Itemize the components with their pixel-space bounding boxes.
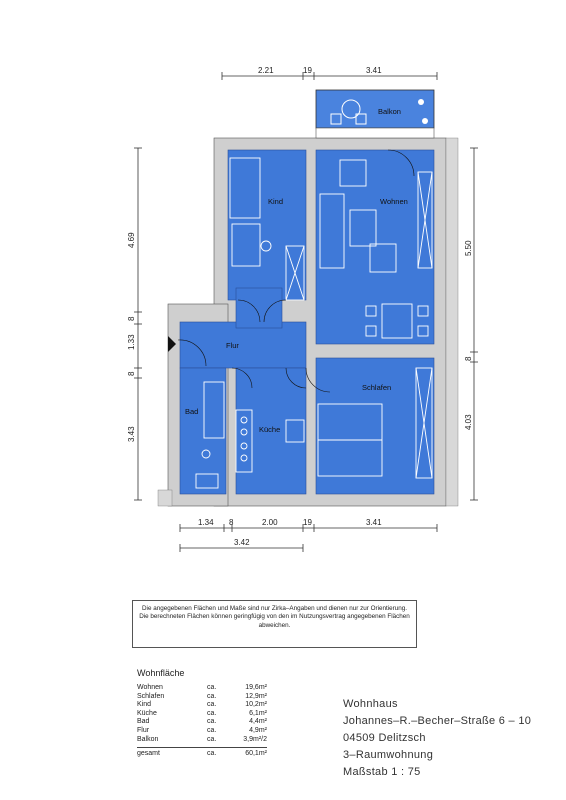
area-name: Bad <box>137 718 150 726</box>
address-line-scale: Maßstab 1 : 75 <box>343 766 421 778</box>
area-table-heading: Wohnfläche <box>137 668 185 678</box>
room-label-kind: Kind <box>268 197 284 206</box>
dim-bottom-2: 8 <box>229 518 234 527</box>
dim-right-2: 8 <box>464 356 473 361</box>
area-name: Küche <box>137 709 157 717</box>
area-value: 10,2m² <box>245 701 267 709</box>
dim-right-3: 4.03 <box>464 414 473 430</box>
room-kind <box>228 150 306 300</box>
area-row <box>137 736 267 745</box>
area-value: 19,6m² <box>245 684 267 691</box>
room-flur-nook <box>236 288 282 328</box>
area-ca: ca. <box>207 684 217 691</box>
dim-top-2: 19 <box>303 66 312 75</box>
left-dimension-line <box>134 148 142 500</box>
area-value: 4,9m² <box>249 726 267 734</box>
dim-top-1: 2.21 <box>258 66 274 75</box>
room-label-schlafen: Schlafen <box>362 383 392 392</box>
room-label-flur: Flur <box>226 341 239 350</box>
bottom-dimension-line <box>180 524 437 552</box>
dim-bottom-5: 3.41 <box>366 518 382 527</box>
room-label-kueche: Küche <box>259 425 281 434</box>
dim-left-3: 1.33 <box>127 334 136 350</box>
area-row <box>137 718 267 727</box>
dim-bottom-1: 1.34 <box>198 518 214 527</box>
room-label-wohnen: Wohnen <box>380 197 408 206</box>
area-total-ca: ca. <box>207 750 217 758</box>
dim-left-2: 8 <box>127 316 136 321</box>
area-total-value: 60,1m² <box>245 750 267 758</box>
area-row <box>137 701 267 710</box>
area-ca: ca. <box>207 735 217 743</box>
area-ca: ca. <box>207 692 217 700</box>
area-value: 6,1m² <box>249 709 267 717</box>
area-table <box>137 668 267 759</box>
area-ca: ca. <box>207 709 217 717</box>
disclaimer-note: Die angegebenen Flächen und Maße sind nur Zirka–Angaben und dienen nur zur Orientierung. Die berechneten Flächen können geringfügig von den im Nutzungsvertrag angegebenen Flächen abweichen. <box>132 600 417 648</box>
area-total-name: gesamt <box>137 750 160 758</box>
address-block <box>343 696 531 781</box>
dim-left-4: 8 <box>127 371 136 376</box>
dim-bottom-4: 19 <box>303 518 312 527</box>
dim-left-1: 4.69 <box>127 232 136 248</box>
address-line-street: Johannes–R.–Becher–Straße 6 – 10 <box>343 715 532 727</box>
address-line-city: 04509 Delitzsch <box>343 732 426 744</box>
area-value: 3,9m²/2 <box>243 735 267 743</box>
dim-bottom-3: 2.00 <box>262 518 278 527</box>
dim-bottom-6: 3.42 <box>234 538 250 547</box>
room-bad <box>180 368 226 494</box>
dim-top-3: 3.41 <box>366 66 382 75</box>
address-line-type: 3–Raumwohnung <box>343 749 434 761</box>
balkon-parapet <box>316 128 434 138</box>
area-total-row <box>137 747 267 759</box>
area-ca: ca. <box>207 718 217 726</box>
area-ca: ca. <box>207 701 217 709</box>
area-name: Kind <box>137 701 152 709</box>
room-wohnen <box>316 150 434 344</box>
room-label-bad: Bad <box>185 407 199 416</box>
dim-right-1: 5.50 <box>464 240 473 256</box>
area-ca: ca. <box>207 726 217 734</box>
area-row <box>137 710 267 719</box>
area-name: Balkon <box>137 735 159 743</box>
balkon-area <box>316 90 434 128</box>
area-row <box>137 693 267 702</box>
area-name: Flur <box>137 726 150 734</box>
area-value: 12,9m² <box>245 692 267 700</box>
area-value: 4,4m² <box>249 718 267 726</box>
top-dimension-line <box>222 72 437 80</box>
area-row <box>137 684 267 693</box>
area-row <box>137 727 267 736</box>
dim-left-5: 3.43 <box>127 426 136 442</box>
area-name: Schlafen <box>137 692 165 700</box>
right-dimension-line <box>470 148 478 500</box>
area-name: Wohnen <box>137 684 163 691</box>
address-line-building: Wohnhaus <box>343 698 398 710</box>
room-label-balkon: Balkon <box>378 107 401 116</box>
room-flur <box>180 322 306 368</box>
